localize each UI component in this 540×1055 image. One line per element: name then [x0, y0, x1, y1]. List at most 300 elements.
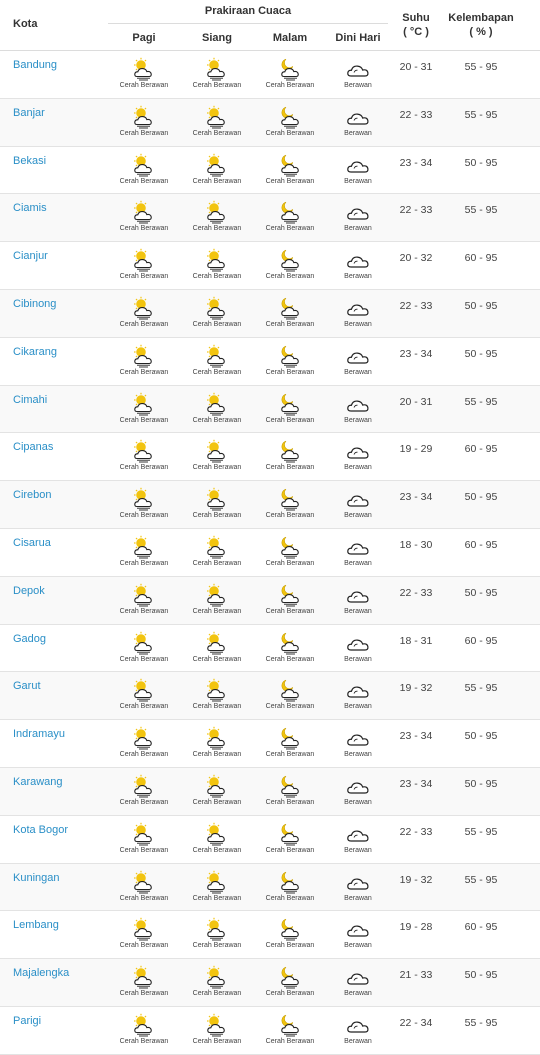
sun-cloud-icon: [108, 870, 180, 894]
header-pagi: Pagi: [132, 32, 156, 44]
forecast-siang: [181, 535, 253, 567]
sun-cloud-icon: [108, 535, 180, 559]
table-row: [0, 625, 540, 673]
table-row: [0, 51, 540, 99]
forecast-label: Cerah Berawan: [119, 559, 169, 567]
sun-cloud-icon: [181, 631, 253, 655]
sun-cloud-icon: [108, 487, 180, 511]
forecast-label: Cerah Berawan: [265, 798, 315, 806]
forecast-label: Berawan: [344, 512, 372, 520]
kelembapan-value: 60 - 95: [464, 634, 498, 647]
kelembapan-value: 55 - 95: [464, 873, 498, 886]
forecast-dini: [322, 870, 394, 902]
forecast-label: Cerah Berawan: [192, 82, 242, 89]
suhu-value: 22 - 33: [399, 204, 433, 217]
cloud-icon: [322, 965, 394, 989]
sun-cloud-icon: [108, 439, 180, 463]
cloud-icon: [322, 917, 394, 941]
header-siang: Siang: [202, 32, 232, 44]
moon-cloud-icon: [254, 822, 326, 846]
forecast-label: Cerah Berawan: [119, 655, 169, 663]
city-link[interactable]: Kuningan: [13, 871, 60, 884]
forecast-malam: [254, 822, 326, 854]
forecast-label: Cerah Berawan: [192, 751, 242, 759]
forecast-dini: [322, 439, 394, 471]
cloud-icon: [322, 1013, 394, 1037]
kelembapan-value: 60 - 95: [464, 252, 498, 265]
header-prakiraan: Prakiraan Cuaca: [204, 5, 292, 17]
kelembapan-value: 60 - 95: [464, 538, 498, 551]
forecast-malam: [254, 344, 326, 376]
kelembapan-value: 55 - 95: [464, 682, 498, 695]
sun-cloud-icon: [108, 583, 180, 607]
forecast-label: Cerah Berawan: [265, 655, 315, 663]
forecast-siang: [181, 870, 253, 902]
kelembapan-value: 50 - 95: [464, 730, 498, 743]
sun-cloud-icon: [108, 965, 180, 989]
forecast-label: Cerah Berawan: [265, 177, 315, 185]
forecast-label: Berawan: [344, 129, 372, 137]
forecast-malam: [254, 535, 326, 567]
forecast-dini: [322, 105, 394, 137]
header-divider: [108, 23, 388, 24]
moon-cloud-icon: [254, 774, 326, 798]
forecast-label: Berawan: [344, 464, 372, 472]
cloud-icon: [322, 822, 394, 846]
kelembapan-value: 50 - 95: [464, 969, 498, 982]
forecast-dini: [322, 822, 394, 854]
suhu-value: 18 - 30: [399, 538, 433, 551]
city-link[interactable]: Cikarang: [13, 345, 58, 358]
moon-cloud-icon: [254, 248, 326, 272]
suhu-value: 22 - 33: [399, 299, 433, 312]
moon-cloud-icon: [254, 105, 326, 129]
suhu-value: 20 - 31: [399, 61, 433, 73]
table-row: [0, 99, 540, 147]
forecast-malam: [254, 57, 326, 89]
forecast-label: Berawan: [344, 655, 372, 663]
moon-cloud-icon: [254, 1013, 326, 1037]
forecast-siang: [181, 774, 253, 806]
forecast-pagi: [108, 965, 180, 997]
cloud-icon: [322, 296, 394, 320]
suhu-value: 23 - 34: [399, 491, 433, 504]
moon-cloud-icon: [254, 296, 326, 320]
forecast-label: Cerah Berawan: [119, 703, 169, 711]
forecast-label: Cerah Berawan: [265, 416, 315, 424]
forecast-dini: [322, 392, 394, 424]
header-suhu-unit: ( °C ): [403, 26, 429, 38]
sun-cloud-icon: [181, 774, 253, 798]
suhu-value: 22 - 33: [399, 586, 433, 599]
forecast-label: Cerah Berawan: [192, 990, 242, 998]
header-dini-hari: Dini Hari: [335, 32, 381, 44]
forecast-label: Berawan: [344, 990, 372, 998]
suhu-value: 21 - 33: [399, 969, 433, 982]
header-suhu: [388, 11, 444, 39]
forecast-siang: [181, 153, 253, 185]
forecast-label: Berawan: [344, 559, 372, 567]
city-link[interactable]: Bandung: [13, 59, 58, 71]
suhu-value: 20 - 31: [399, 395, 433, 408]
forecast-label: Cerah Berawan: [192, 846, 242, 854]
forecast-malam: [254, 1013, 326, 1045]
moon-cloud-icon: [254, 583, 326, 607]
forecast-label: Cerah Berawan: [265, 607, 315, 615]
forecast-label: Cerah Berawan: [119, 464, 169, 472]
sun-cloud-icon: [108, 392, 180, 416]
suhu-value: 19 - 29: [399, 443, 433, 456]
table-row: [0, 911, 540, 959]
forecast-label: Cerah Berawan: [265, 368, 315, 376]
forecast-label: Cerah Berawan: [265, 559, 315, 567]
city-link[interactable]: Garut: [13, 680, 41, 693]
forecast-label: Cerah Berawan: [119, 512, 169, 520]
forecast-dini: [322, 965, 394, 997]
suhu-value: 19 - 32: [399, 682, 433, 695]
header-kota: Kota: [13, 18, 38, 30]
forecast-pagi: [108, 344, 180, 376]
suhu-value: 20 - 32: [399, 252, 433, 265]
forecast-label: Cerah Berawan: [265, 320, 315, 328]
city-link[interactable]: Cibinong: [13, 297, 57, 310]
sun-cloud-icon: [181, 1013, 253, 1037]
header-malam: Malam: [272, 32, 308, 44]
moon-cloud-icon: [254, 344, 326, 368]
forecast-label: Cerah Berawan: [192, 655, 242, 663]
suhu-value: 22 - 33: [399, 825, 433, 838]
table-row: [0, 577, 540, 625]
table-row: [0, 720, 540, 768]
table-row: [0, 959, 540, 1007]
forecast-label: Cerah Berawan: [265, 1037, 315, 1045]
kelembapan-value: 60 - 95: [464, 443, 498, 456]
suhu-value: 23 - 34: [399, 730, 433, 743]
sun-cloud-icon: [108, 822, 180, 846]
sun-cloud-icon: [108, 1013, 180, 1037]
cloud-icon: [322, 439, 394, 463]
forecast-label: Cerah Berawan: [265, 512, 315, 520]
forecast-malam: [254, 870, 326, 902]
forecast-siang: [181, 248, 253, 280]
table-row: [0, 194, 540, 242]
forecast-label: Berawan: [344, 177, 372, 185]
city-link[interactable]: Gadog: [13, 632, 47, 645]
forecast-siang: [181, 105, 253, 137]
forecast-label: Cerah Berawan: [192, 894, 242, 902]
sun-cloud-icon: [181, 105, 253, 129]
moon-cloud-icon: [254, 487, 326, 511]
forecast-siang: [181, 583, 253, 615]
sun-cloud-icon: [181, 57, 253, 81]
city-link[interactable]: Bekasi: [13, 154, 47, 167]
moon-cloud-icon: [254, 965, 326, 989]
forecast-label: Cerah Berawan: [192, 129, 242, 137]
city-link[interactable]: Cipanas: [13, 441, 54, 454]
suhu-value: 22 - 33: [399, 108, 433, 121]
table-header: [0, 0, 540, 51]
kelembapan-value: 50 - 95: [464, 586, 498, 599]
kelembapan-value: 50 - 95: [464, 299, 498, 312]
sun-cloud-icon: [181, 726, 253, 750]
forecast-label: Cerah Berawan: [192, 177, 242, 185]
forecast-label: Cerah Berawan: [265, 273, 315, 281]
sun-cloud-icon: [108, 248, 180, 272]
forecast-label: Cerah Berawan: [265, 464, 315, 472]
header-kelembapan-label: Kelembapan: [448, 12, 514, 24]
forecast-siang: [181, 487, 253, 519]
moon-cloud-icon: [254, 726, 326, 750]
forecast-dini: [322, 296, 394, 328]
table-body: [0, 51, 540, 1055]
kelembapan-value: 55 - 95: [464, 1016, 498, 1029]
kelembapan-value: 55 - 95: [464, 61, 498, 73]
cloud-icon: [322, 200, 394, 224]
table-row: [0, 338, 540, 386]
forecast-label: Berawan: [344, 273, 372, 281]
forecast-pagi: [108, 583, 180, 615]
city-link[interactable]: Cimahi: [13, 393, 48, 406]
city-link[interactable]: Karawang: [13, 775, 63, 788]
forecast-label: Berawan: [344, 1037, 372, 1045]
moon-cloud-icon: [254, 57, 326, 81]
city-link[interactable]: Indramayu: [13, 728, 65, 741]
forecast-pagi: [108, 870, 180, 902]
forecast-label: Cerah Berawan: [119, 942, 169, 950]
forecast-label: Cerah Berawan: [119, 416, 169, 424]
sun-cloud-icon: [181, 392, 253, 416]
sun-cloud-icon: [181, 487, 253, 511]
sun-cloud-icon: [181, 583, 253, 607]
kelembapan-value: 50 - 95: [464, 347, 498, 360]
forecast-siang: [181, 917, 253, 949]
cloud-icon: [322, 631, 394, 655]
table-row: [0, 1007, 540, 1055]
forecast-dini: [322, 917, 394, 949]
moon-cloud-icon: [254, 439, 326, 463]
forecast-malam: [254, 248, 326, 280]
forecast-label: Cerah Berawan: [119, 607, 169, 615]
cloud-icon: [322, 774, 394, 798]
city-link[interactable]: Cirebon: [13, 489, 52, 502]
forecast-dini: [322, 200, 394, 232]
table-row: [0, 816, 540, 864]
forecast-dini: [322, 248, 394, 280]
forecast-siang: [181, 439, 253, 471]
forecast-label: Cerah Berawan: [265, 990, 315, 998]
sun-cloud-icon: [181, 200, 253, 224]
forecast-pagi: [108, 917, 180, 949]
forecast-label: Cerah Berawan: [119, 894, 169, 902]
city-link[interactable]: Depok: [13, 584, 45, 597]
forecast-pagi: [108, 248, 180, 280]
sun-cloud-icon: [108, 726, 180, 750]
sun-cloud-icon: [108, 296, 180, 320]
sun-cloud-icon: [181, 870, 253, 894]
table-row: [0, 672, 540, 720]
sun-cloud-icon: [181, 248, 253, 272]
forecast-label: Cerah Berawan: [119, 990, 169, 998]
forecast-malam: [254, 153, 326, 185]
kelembapan-value: 55 - 95: [464, 108, 498, 121]
table-row: [0, 147, 540, 195]
forecast-malam: [254, 631, 326, 663]
forecast-siang: [181, 726, 253, 758]
kelembapan-value: 50 - 95: [464, 156, 498, 169]
forecast-label: Cerah Berawan: [192, 320, 242, 328]
cloud-icon: [322, 487, 394, 511]
forecast-malam: [254, 392, 326, 424]
sun-cloud-icon: [108, 917, 180, 941]
forecast-label: Cerah Berawan: [192, 798, 242, 806]
forecast-siang: [181, 296, 253, 328]
forecast-label: Cerah Berawan: [119, 177, 169, 185]
forecast-label: Cerah Berawan: [192, 559, 242, 567]
moon-cloud-icon: [254, 535, 326, 559]
forecast-pagi: [108, 105, 180, 137]
forecast-siang: [181, 1013, 253, 1045]
suhu-value: 23 - 34: [399, 156, 433, 169]
forecast-dini: [322, 153, 394, 185]
table-row: [0, 433, 540, 481]
forecast-label: Cerah Berawan: [192, 368, 242, 376]
forecast-pagi: [108, 439, 180, 471]
moon-cloud-icon: [254, 200, 326, 224]
sun-cloud-icon: [181, 822, 253, 846]
suhu-value: 19 - 32: [399, 873, 433, 886]
forecast-dini: [322, 344, 394, 376]
cloud-icon: [322, 248, 394, 272]
city-link[interactable]: Cianjur: [13, 250, 48, 263]
forecast-pagi: [108, 678, 180, 710]
sun-cloud-icon: [181, 678, 253, 702]
forecast-label: Berawan: [344, 416, 372, 424]
forecast-pagi: [108, 822, 180, 854]
forecast-label: Cerah Berawan: [119, 846, 169, 854]
forecast-label: Cerah Berawan: [119, 129, 169, 137]
cloud-icon: [322, 678, 394, 702]
city-link[interactable]: Parigi: [13, 1014, 42, 1027]
city-link[interactable]: Lembang: [13, 919, 59, 932]
moon-cloud-icon: [254, 917, 326, 941]
sun-cloud-icon: [108, 200, 180, 224]
sun-cloud-icon: [108, 57, 180, 81]
forecast-label: Berawan: [344, 320, 372, 328]
forecast-label: Cerah Berawan: [265, 894, 315, 902]
forecast-malam: [254, 296, 326, 328]
cloud-icon: [322, 535, 394, 559]
forecast-label: Berawan: [344, 82, 372, 89]
city-link[interactable]: Kota Bogor: [13, 823, 69, 836]
suhu-value: 19 - 28: [399, 921, 433, 934]
table-row: [0, 481, 540, 529]
cloud-icon: [322, 726, 394, 750]
forecast-label: Cerah Berawan: [192, 512, 242, 520]
sun-cloud-icon: [108, 105, 180, 129]
forecast-dini: [322, 678, 394, 710]
forecast-label: Berawan: [344, 751, 372, 759]
forecast-label: Berawan: [344, 368, 372, 376]
forecast-pagi: [108, 153, 180, 185]
city-link[interactable]: Cisarua: [13, 536, 51, 549]
forecast-malam: [254, 487, 326, 519]
forecast-label: Cerah Berawan: [119, 82, 169, 89]
forecast-dini: [322, 1013, 394, 1045]
forecast-label: Cerah Berawan: [119, 368, 169, 376]
forecast-label: Cerah Berawan: [119, 225, 169, 233]
forecast-pagi: [108, 535, 180, 567]
forecast-malam: [254, 678, 326, 710]
forecast-siang: [181, 965, 253, 997]
forecast-pagi: [108, 392, 180, 424]
forecast-pagi: [108, 296, 180, 328]
suhu-value: 18 - 31: [399, 634, 433, 647]
header-kelembapan-unit: ( % ): [469, 26, 493, 38]
forecast-siang: [181, 822, 253, 854]
forecast-label: Cerah Berawan: [265, 225, 315, 233]
forecast-label: Cerah Berawan: [119, 751, 169, 759]
sun-cloud-icon: [108, 344, 180, 368]
forecast-label: Cerah Berawan: [119, 320, 169, 328]
forecast-label: Cerah Berawan: [192, 225, 242, 233]
moon-cloud-icon: [254, 631, 326, 655]
table-row: [0, 242, 540, 290]
kelembapan-value: 60 - 95: [464, 921, 498, 934]
kelembapan-value: 50 - 95: [464, 491, 498, 504]
forecast-label: Cerah Berawan: [119, 1037, 169, 1045]
moon-cloud-icon: [254, 153, 326, 177]
city-link[interactable]: Majalengka: [13, 967, 70, 980]
forecast-pagi: [108, 200, 180, 232]
sun-cloud-icon: [108, 153, 180, 177]
forecast-siang: [181, 678, 253, 710]
forecast-label: Cerah Berawan: [192, 1037, 242, 1045]
cloud-icon: [322, 105, 394, 129]
kelembapan-value: 50 - 95: [464, 777, 498, 790]
city-link[interactable]: Ciamis: [13, 202, 47, 215]
forecast-pagi: [108, 487, 180, 519]
kelembapan-value: 55 - 95: [464, 825, 498, 838]
forecast-label: Berawan: [344, 798, 372, 806]
forecast-label: Berawan: [344, 942, 372, 950]
sun-cloud-icon: [181, 296, 253, 320]
forecast-label: Cerah Berawan: [192, 273, 242, 281]
cloud-icon: [322, 153, 394, 177]
forecast-dini: [322, 631, 394, 663]
forecast-label: Berawan: [344, 703, 372, 711]
forecast-label: Cerah Berawan: [192, 942, 242, 950]
forecast-label: Berawan: [344, 846, 372, 854]
forecast-label: Cerah Berawan: [192, 703, 242, 711]
forecast-dini: [322, 774, 394, 806]
sun-cloud-icon: [108, 631, 180, 655]
table-row: [0, 768, 540, 816]
forecast-label: Cerah Berawan: [192, 464, 242, 472]
forecast-label: Cerah Berawan: [265, 942, 315, 950]
forecast-dini: [322, 57, 394, 89]
forecast-malam: [254, 726, 326, 758]
forecast-label: Berawan: [344, 894, 372, 902]
forecast-malam: [254, 200, 326, 232]
table-row: [0, 290, 540, 338]
forecast-malam: [254, 439, 326, 471]
forecast-pagi: [108, 57, 180, 89]
suhu-value: 23 - 34: [399, 777, 433, 790]
forecast-dini: [322, 535, 394, 567]
city-link[interactable]: Banjar: [13, 106, 45, 119]
cloud-icon: [322, 870, 394, 894]
sun-cloud-icon: [108, 678, 180, 702]
